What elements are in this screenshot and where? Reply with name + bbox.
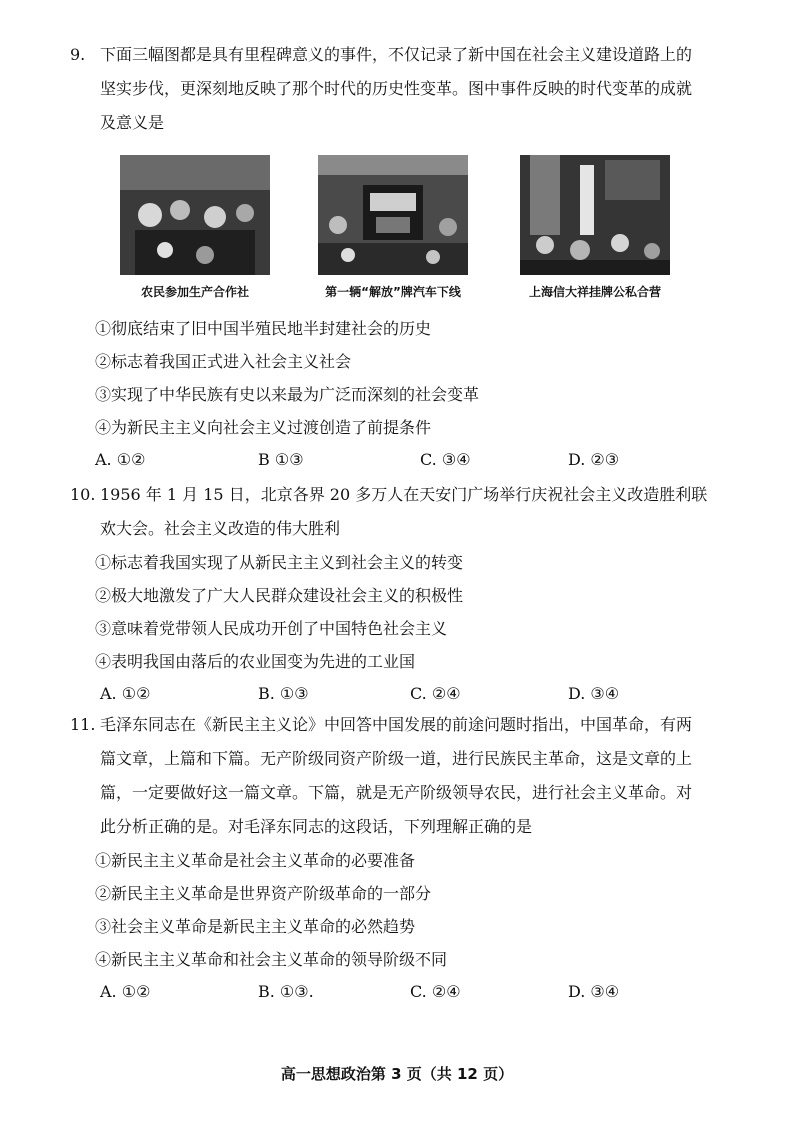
statement-option: ③意味着党带领人民成功开创了中国特色社会主义 — [95, 619, 448, 638]
photo-truck — [318, 155, 468, 300]
choice-a[interactable]: A. ①② — [100, 982, 151, 1001]
question-9 — [70, 38, 720, 140]
question-stem-line: 及意义是 — [100, 113, 165, 132]
choice-c[interactable]: C. ②④ — [410, 684, 461, 703]
statement-option: ③社会主义革命是新民主主义革命的必然趋势 — [95, 917, 416, 936]
photo-caption: 农民参加生产合作社 — [140, 285, 249, 299]
question-number: 10. — [70, 485, 96, 504]
choice-c[interactable]: C. ③④ — [420, 450, 471, 469]
choice-b[interactable]: B. ①③ — [258, 684, 309, 703]
choice-a[interactable]: A. ①② — [95, 450, 146, 469]
statement-option: ④为新民主主义向社会主义过渡创造了前提条件 — [95, 418, 432, 437]
question-stem-line: 此分析正确的是。对毛泽东同志的这段话，下列理解正确的是 — [100, 817, 533, 836]
question-10 — [70, 478, 720, 712]
choice-d[interactable]: D. ③④ — [568, 684, 620, 703]
statement-option: ①彻底结束了旧中国半殖民地半封建社会的历史 — [95, 319, 432, 338]
photo-shop — [520, 155, 670, 300]
choice-b[interactable]: B. ①③. — [258, 982, 314, 1001]
question-number: 11. — [70, 715, 96, 734]
statement-option: ②新民主主义革命是世界资产阶级革命的一部分 — [95, 884, 432, 903]
choice-c[interactable]: C. ②④ — [410, 982, 461, 1001]
photo-cooperative — [120, 155, 270, 300]
statement-option: ②极大地激发了广大人民群众建设社会主义的积极性 — [95, 586, 464, 605]
question-stem-line: 坚实步伐，更深刻地反映了那个时代的历史性变革。图中事件反映的时代变革的成就 — [100, 79, 693, 98]
choice-d[interactable]: D. ②③ — [568, 450, 620, 469]
question-stem-line: 10. 1956 年 1 月 15 日，北京各界 20 多万人在天安门广场举行庆祝社会主义改造胜利联 — [70, 478, 720, 512]
statement-option: ①新民主主义革命是社会主义革命的必要准备 — [95, 851, 416, 870]
question-11 — [70, 708, 720, 1010]
question-9-options — [70, 312, 720, 478]
photo-row — [100, 155, 700, 300]
page-footer: 高一思想政治第 3 页（共 12 页） — [280, 1065, 514, 1083]
photo-caption: 上海信大祥挂牌公私合营 — [528, 285, 661, 299]
photo-image — [318, 155, 468, 275]
statement-option: ④新民主主义革命和社会主义革命的领导阶级不同 — [95, 950, 448, 969]
statement-option: ②标志着我国正式进入社会主义社会 — [95, 352, 352, 371]
question-stem-line: 篇文章，上篇和下篇。无产阶级同资产阶级一道，进行民族民主革命，这是文章的上 — [100, 749, 693, 768]
question-stem-line: 9. 下面三幅图都是具有里程碑意义的事件，不仅记录了新中国在社会主义建设道路上的 — [70, 38, 720, 72]
question-stem-line: 11. 毛泽东同志在《新民主主义论》中回答中国发展的前途问题时指出，中国革命，有两 — [70, 708, 720, 742]
statement-option: ①标志着我国实现了从新民主主义到社会主义的转变 — [95, 553, 464, 572]
choice-b[interactable]: B ①③ — [258, 450, 304, 469]
photo-caption: 第一辆“解放”牌汽车下线 — [325, 285, 461, 299]
statement-option: ④表明我国由落后的农业国变为先进的工业国 — [95, 652, 416, 671]
photo-image — [120, 155, 270, 275]
question-number: 9. — [70, 45, 86, 64]
question-stem-line: 篇，一定要做好这一篇文章。下篇，就是无产阶级领导农民，进行社会主义革命。对 — [100, 783, 693, 802]
choice-a[interactable]: A. ①② — [100, 684, 151, 703]
photo-image — [520, 155, 670, 275]
answer-choices — [70, 976, 720, 1010]
choice-d[interactable]: D. ③④ — [568, 982, 620, 1001]
answer-choices — [70, 678, 720, 712]
question-stem-line: 欢大会。社会主义改造的伟大胜利 — [100, 519, 341, 538]
statement-option: ③实现了中华民族有史以来最为广泛而深刻的社会变革 — [95, 385, 480, 404]
answer-choices — [70, 444, 720, 478]
